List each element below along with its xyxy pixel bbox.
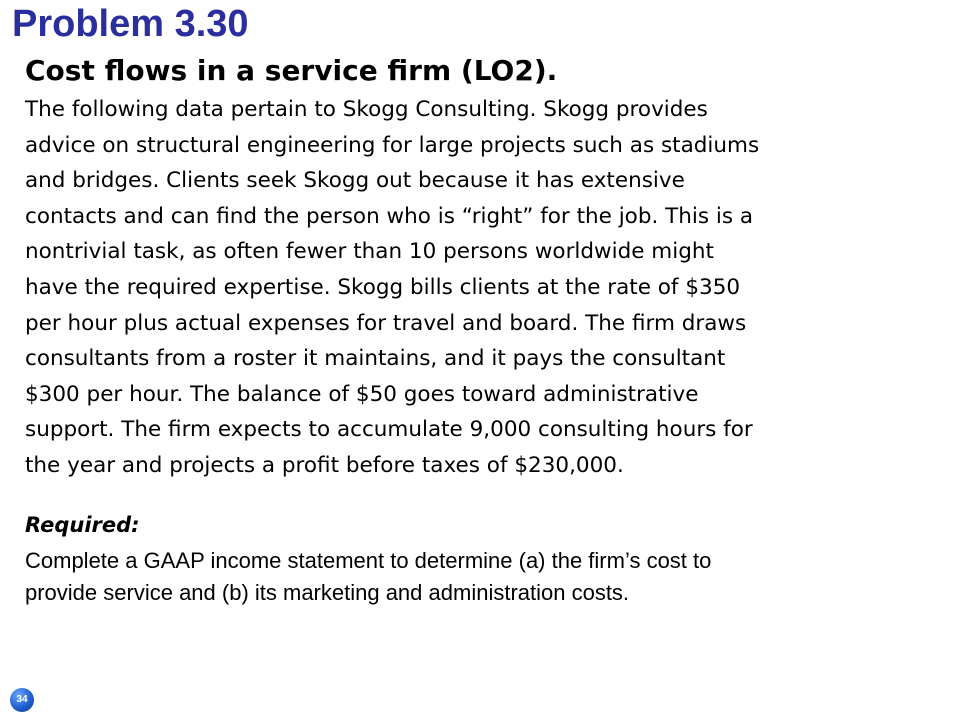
required-line: Complete a GAAP income statement to determine (a) the firm’s cost to xyxy=(25,548,712,573)
required-text xyxy=(25,545,925,609)
body-line: support. The firm expects to accumulate 9,000 consulting hours for xyxy=(25,417,753,443)
body-line: contacts and can find the person who is “right” for the job. This is a xyxy=(25,203,754,229)
body-line: advice on structural engineering for large projects such as stadiums xyxy=(25,132,760,158)
body-line: have the required expertise. Skogg bills clients at the rate of $350 xyxy=(25,274,741,300)
required-label: Required: xyxy=(25,513,140,537)
body-line: consultants from a roster it maintains, and it pays the consultant xyxy=(25,346,726,372)
slide-title: Problem 3.30 xyxy=(12,3,249,45)
required-line: provide service and (b) its marketing and administration costs. xyxy=(25,580,630,605)
body-line: $300 per hour. The balance of $50 goes toward administrative xyxy=(25,381,699,407)
page-number-badge: 34 xyxy=(10,688,34,712)
problem-subtitle: Cost flows in a service firm (LO2). xyxy=(25,54,558,87)
body-line: per hour plus actual expenses for travel and board. The firm draws xyxy=(25,310,747,336)
body-line: nontrivial task, as often fewer than 10 persons worldwide might xyxy=(25,239,714,265)
body-line: and bridges. Clients seek Skogg out because it has extensive xyxy=(25,168,685,194)
problem-body xyxy=(25,92,925,484)
body-line: the year and projects a profit before taxes of $230,000. xyxy=(25,452,624,478)
body-line: The following data pertain to Skogg Consulting. Skogg provides xyxy=(25,97,708,122)
